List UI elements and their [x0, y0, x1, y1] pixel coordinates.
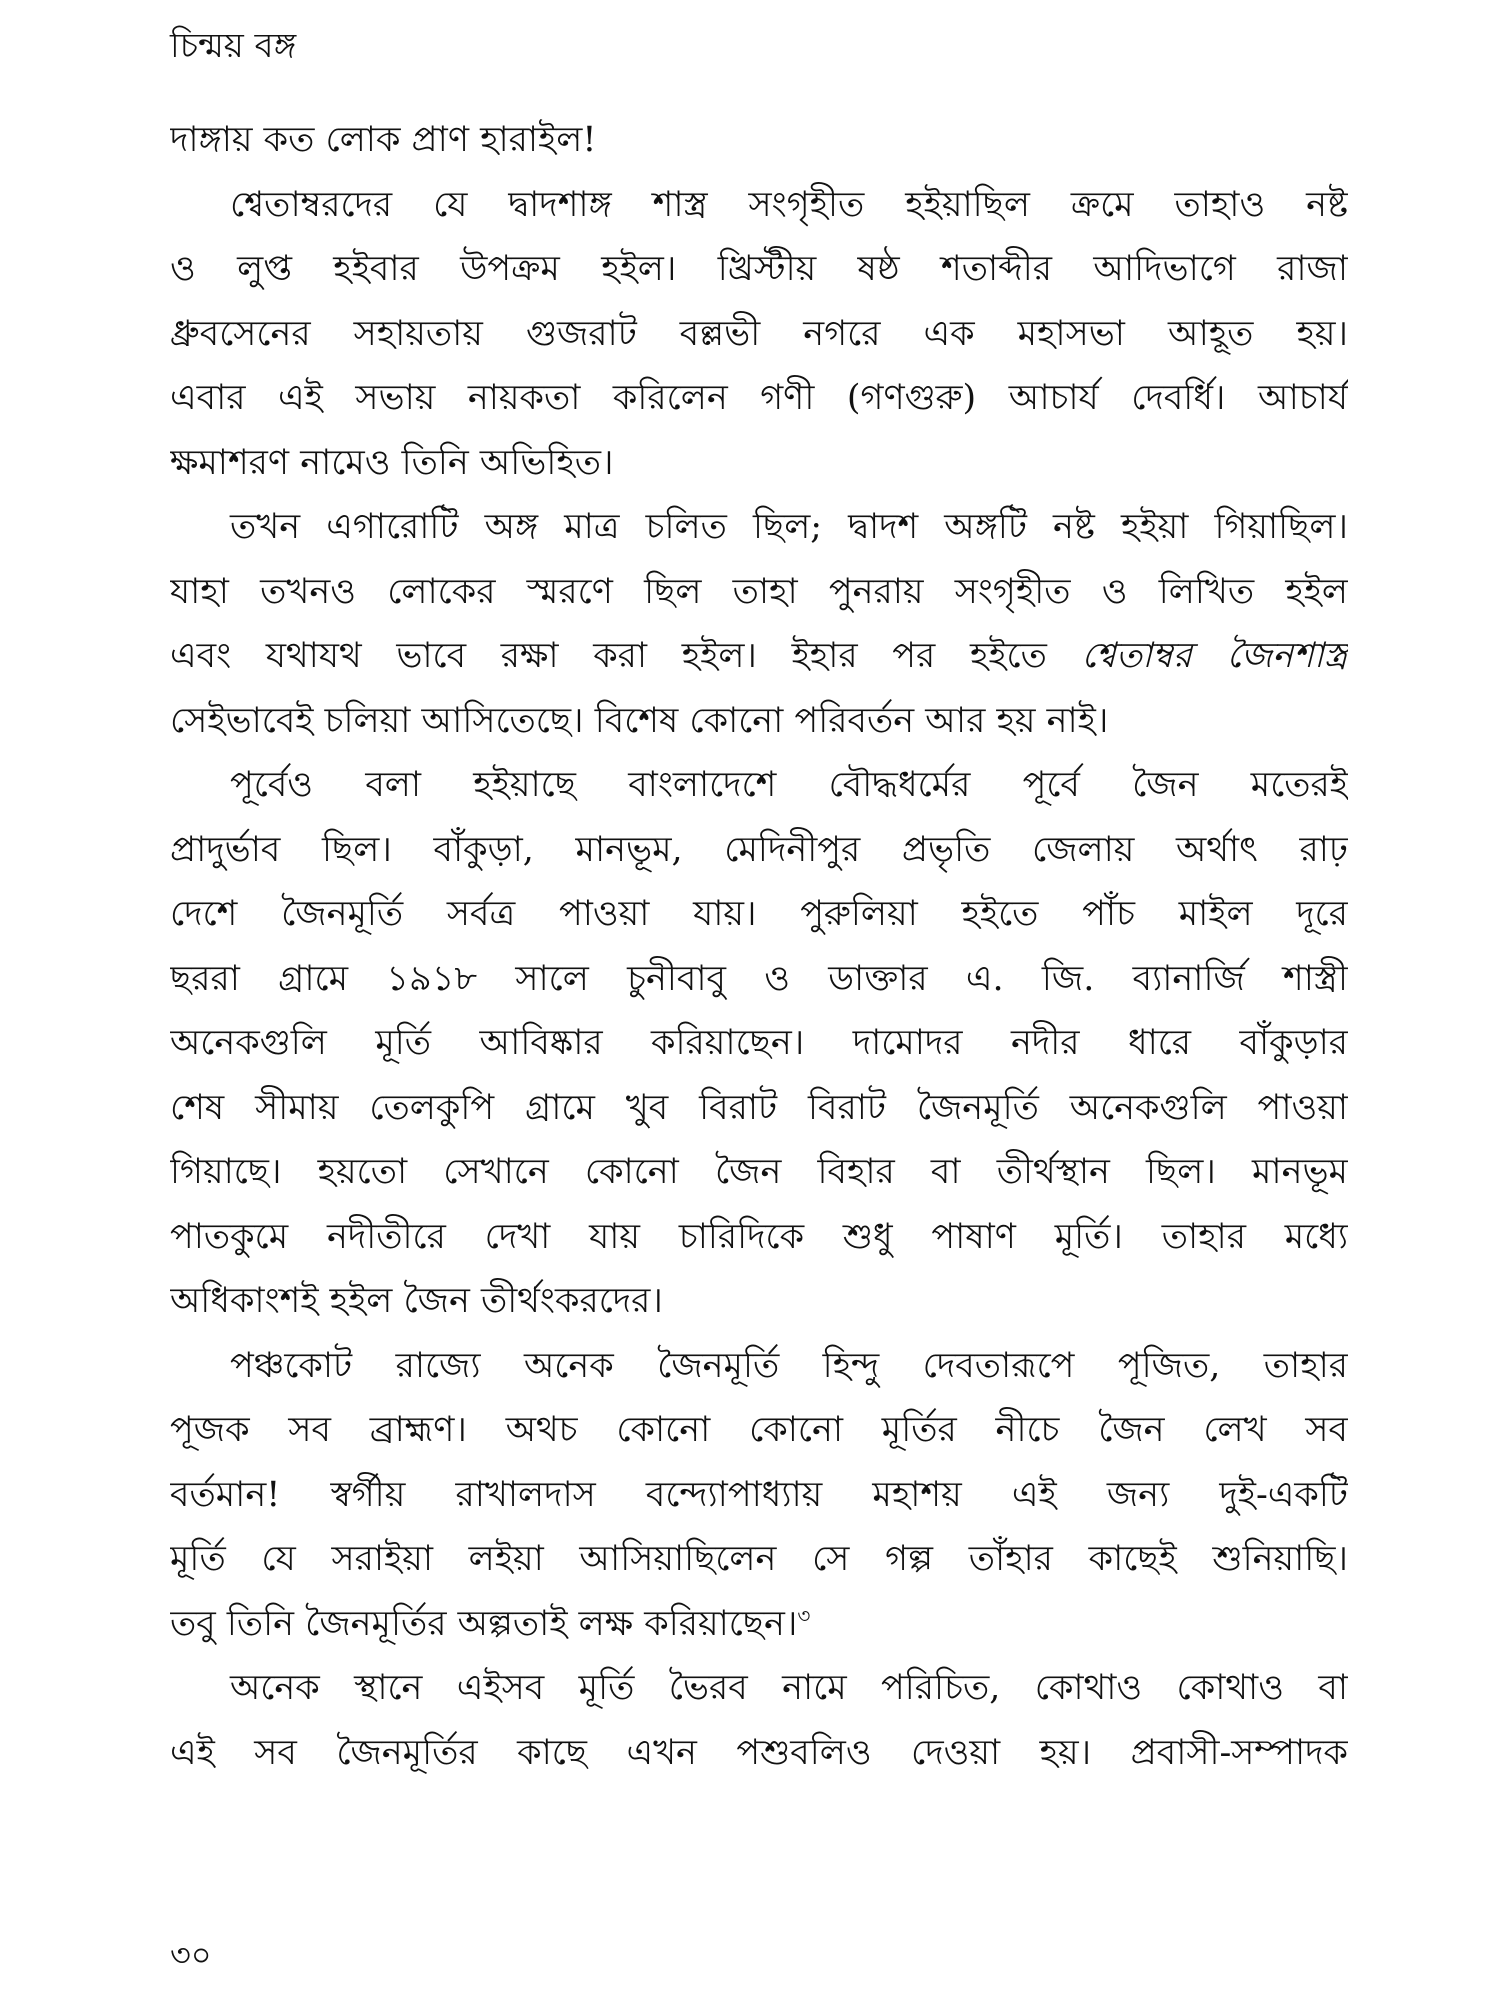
page-number: ৩০: [170, 1936, 212, 1974]
text-line: প্রাদুর্ভাব ছিল। বাঁকুড়া, মানভূম, মেদিনীপুর প্রভৃতি জেলায় অর্থাৎ রাঢ়: [170, 829, 1348, 870]
text-line: দেশে জৈনমূর্তি সর্বত্র পাওয়া যায়। পুরুলিয়া হইতে পাঁচ মাইল দূরে: [170, 894, 1348, 934]
text-line: এবার এই সভায় নায়কতা করিলেন গণী (গণগুরু) আচার্য দেবর্ধি। আচার্য: [170, 378, 1348, 418]
text-line: ধ্রুবসেনের সহায়তায় গুজরাট বল্লভী নগরে এক মহাসভা আহূত হয়।: [170, 313, 1348, 354]
text-line: বর্তমান! স্বর্গীয় রাখালদাস বন্দ্যোপাধ্যায় মহাশয় এই জন্য দুই-একটি: [170, 1474, 1348, 1515]
text-line: দাঙ্গায় কত লোক প্রাণ হারাইল!: [170, 120, 597, 160]
text-line: পাতকুমে নদীতীরে দেখা যায় চারিদিকে শুধু পাষাণ মূর্তি। তাহার মধ্যে: [170, 1216, 1348, 1257]
body-text: [170, 108, 1348, 1785]
running-head: চিন্ময় বঙ্গ: [170, 26, 297, 66]
text-line: [170, 624, 1348, 689]
footnote-marker: ৩: [797, 1602, 811, 1627]
text-line: গিয়াছে। হয়তো সেখানে কোনো জৈন বিহার বা তীর্থস্থান ছিল। মানভূম: [170, 1152, 1348, 1192]
text-line: অনেকগুলি মূর্তি আবিষ্কার করিয়াছেন। দামোদর নদীর ধারে বাঁকুড়ার: [170, 1023, 1348, 1063]
text-line: ছররা গ্রামে ১৯১৮ সালে চুনীবাবু ও ডাক্তার এ. জি. ব্যানার্জি শাস্ত্রী: [170, 958, 1348, 999]
text-line: অধিকাংশই হইল জৈন তীর্থংকরদের।: [170, 1281, 663, 1321]
paragraph-line: পূর্বেও বলা হইয়াছে বাংলাদেশে বৌদ্ধধর্মের পূর্বে জৈন মতেরই: [230, 765, 1348, 805]
text-line: যাহা তখনও লোকের স্মরণে ছিল তাহা পুনরায় সংগৃহীত ও লিখিত হইল: [170, 571, 1348, 612]
text-line: ও লুপ্ত হইবার উপক্রম হইল। খ্রিস্টীয় ষষ্ঠ শতাব্দীর আদিভাগে রাজা: [170, 249, 1348, 289]
text-line: মূর্তি যে সরাইয়া লইয়া আসিয়াছিলেন সে গল্প তাঁহার কাছেই শুনিয়াছি।: [170, 1539, 1348, 1579]
text-line: ক্ষমাশরণ নামেও তিনি অভিহিত।: [170, 442, 614, 483]
text-line: সেইভাবেই চলিয়া আসিতেছে। বিশেষ কোনো পরিবর্তন আর হয় নাই।: [170, 700, 1109, 741]
text-line: পূজক সব ব্রাহ্মণ। অথচ কোনো কোনো মূর্তির নীচে জৈন লেখ সব: [170, 1410, 1348, 1450]
italic-term: শ্বেতাম্বর জৈনশাস্ত্র: [1081, 636, 1348, 676]
paragraph-line: পঞ্চকোট রাজ্যে অনেক জৈনমূর্তি হিন্দু দেবতারূপে পূজিত, তাহার: [230, 1345, 1348, 1386]
text-line: এই সব জৈনমূর্তির কাছে এখন পশুবলিও দেওয়া হয়। প্রবাসী-সম্পাদক: [170, 1732, 1348, 1773]
paragraph-line: শ্বেতাম্বরদের যে দ্বাদশাঙ্গ শাস্ত্র সংগৃহীত হইয়াছিল ক্রমে তাহাও নষ্ট: [230, 184, 1348, 225]
paragraph-line: তখন এগারোটি অঙ্গ মাত্র চলিত ছিল; দ্বাদশ অঙ্গটি নষ্ট হইয়া গিয়াছিল।: [230, 507, 1348, 547]
paragraph-line: অনেক স্থানে এইসব মূর্তি ভৈরব নামে পরিচিত, কোথাও কোথাও বা: [230, 1668, 1348, 1708]
text-segment: এবং যথাযথ ভাবে রক্ষা করা হইল। ইহার পর হইতে: [170, 636, 1047, 676]
text-segment: তবু তিনি জৈনমূর্তির অল্পতাই লক্ষ করিয়াছেন।: [170, 1603, 798, 1644]
text-line: শেষ সীমায় তেলকুপি গ্রামে খুব বিরাট বিরাট জৈনমূর্তি অনেকগুলি পাওয়া: [170, 1087, 1348, 1128]
text-line: [170, 1592, 1348, 1657]
